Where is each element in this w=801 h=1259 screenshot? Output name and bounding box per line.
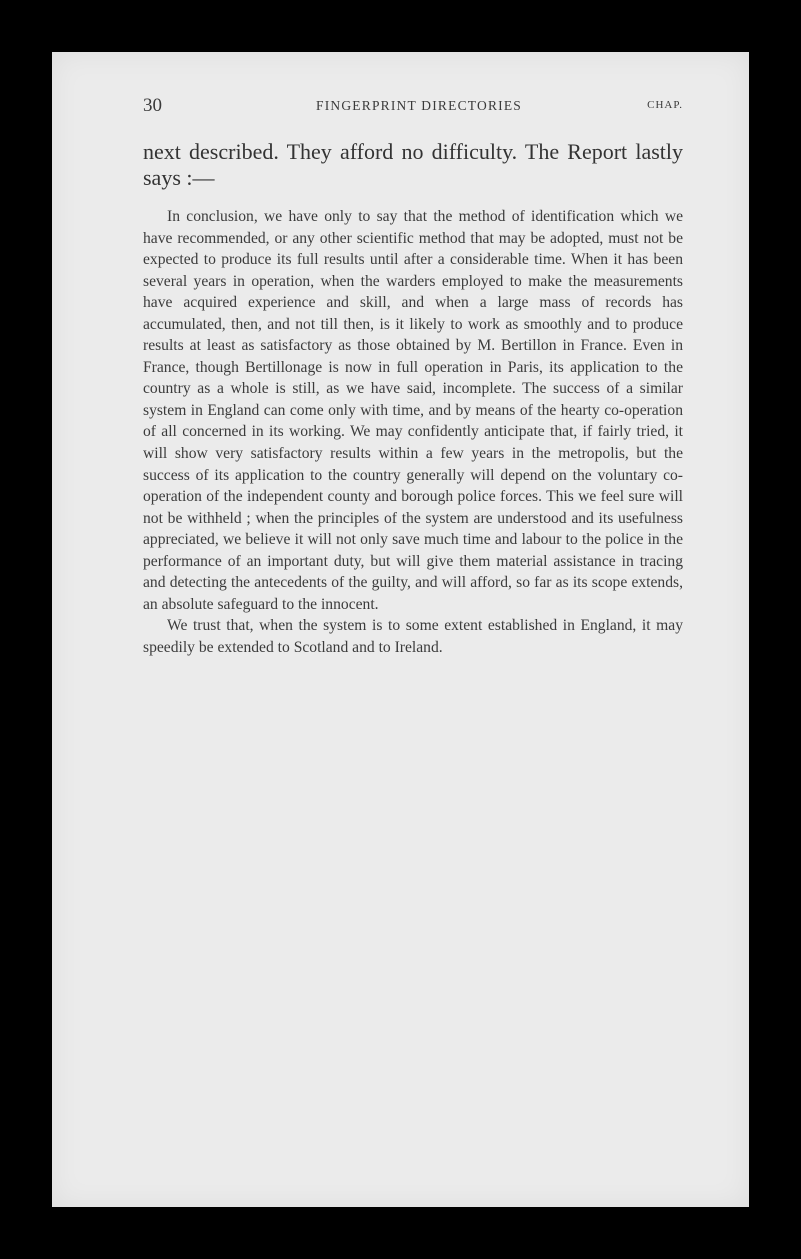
page-header	[143, 95, 683, 125]
quote-paragraph: We trust that, when the system is to some extent established in England, it may speedily be extended to Scotland and to Ireland.	[143, 617, 683, 656]
chapter-mark: CHAP.	[647, 99, 683, 111]
quote-paragraph: In conclusion, we have only to say that the method of identification which we have recommended, or any other scientific method that may be adopted, must not be expected to produce its full results until after a considerable time. When it has been several years in operation, when the warders employed to make the measurements have acquired experience and skill, and when a large mass of records has accumulated, then, and not till then, is it likely to work as smoothly and to produce results at least as satisfactory as those obtained by M. Bertillon in France. Even in France, though Bertillonage is now in full operation in Paris, its application to the country as a whole is still, as we have said, incomplete. The success of a similar system in England can come only with time, and by means of the hearty co-operation of all concerned in its working. We may confidently anticipate that, if fairly tried, it will show very satisfactory results within a few years in the metropolis, but the success of its application to the country generally will depend on the voluntary co-operation of the independent county and borough police forces. This we feel sure will not be withheld ; when the principles of the system are understood and its usefulness appreciated, we believe it will not only save much time and labour to the police in the performance of an important duty, but will give them material assistance in tracing and detecting the antecedents of the guilty, and will afford, so far as its scope extends, an absolute safeguard to the innocent.	[143, 208, 683, 613]
intro-paragraph: next described. They afford no difficulty. The Report lastly says :—	[143, 139, 683, 190]
quoted-report	[143, 206, 683, 658]
running-title: FINGERPRINT DIRECTORIES	[316, 98, 522, 113]
page-number: 30	[143, 95, 162, 116]
